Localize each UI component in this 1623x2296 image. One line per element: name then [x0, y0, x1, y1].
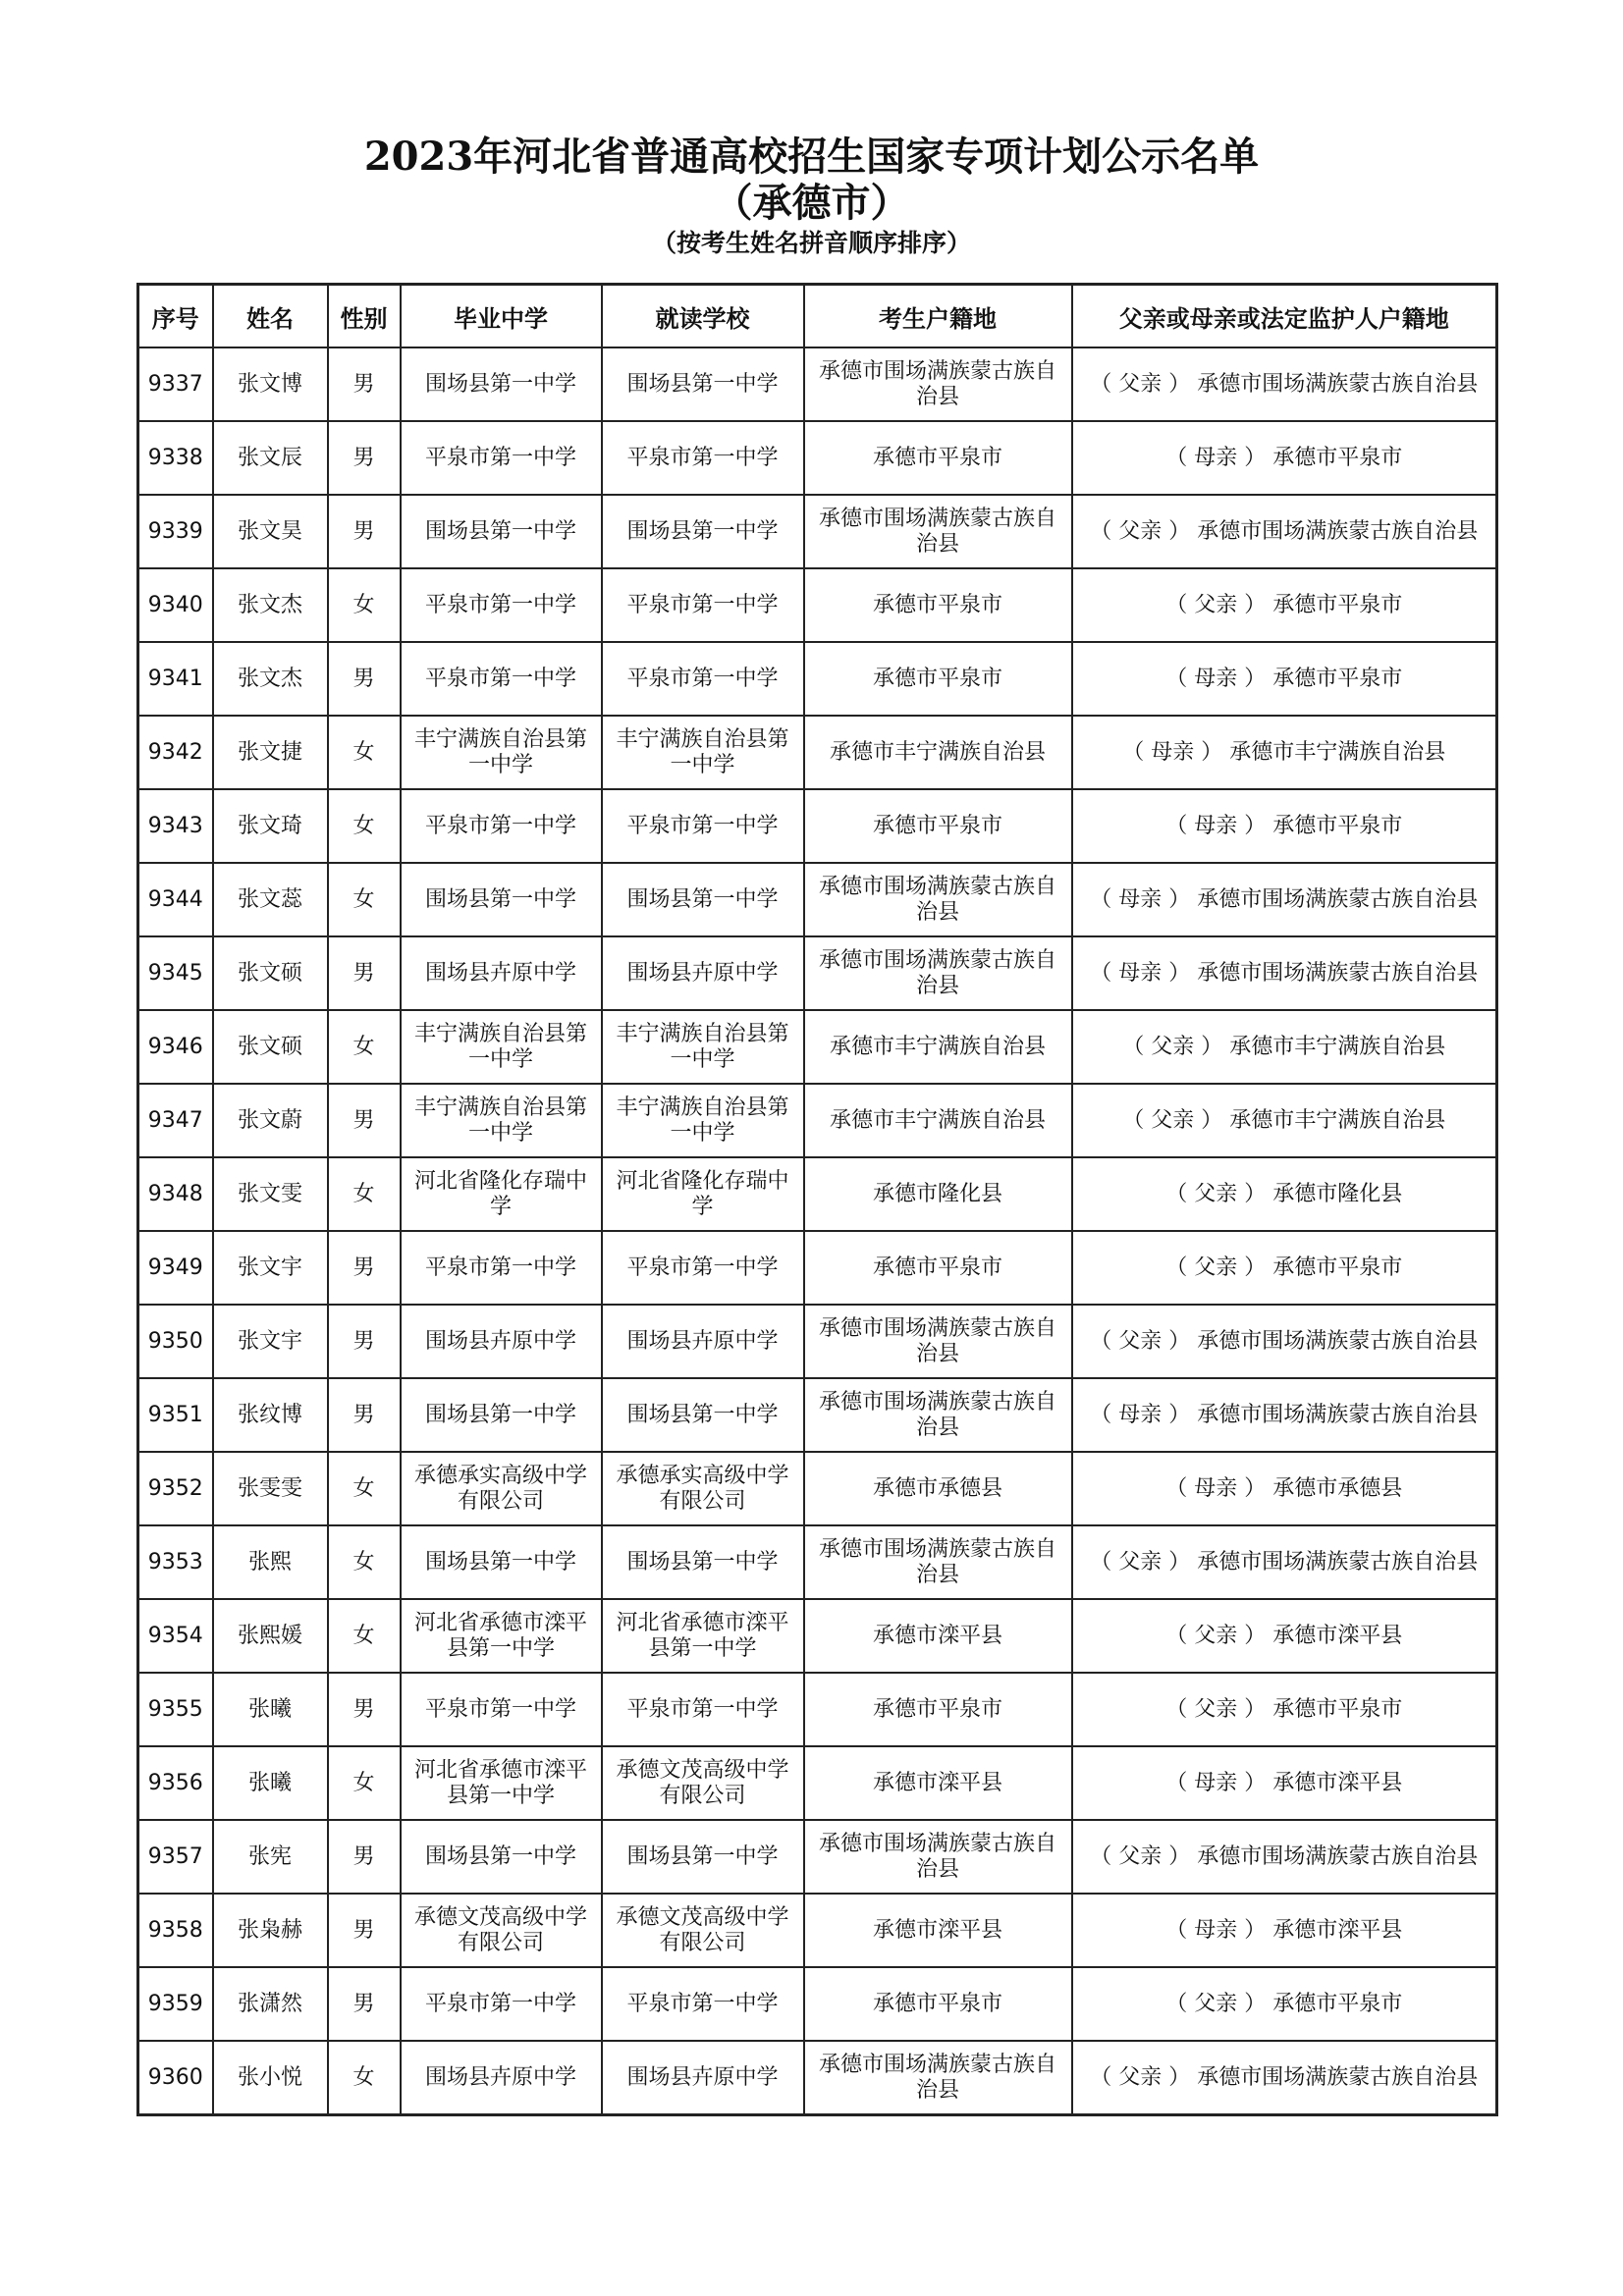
cell-current-school: 承德文茂高级中学有限公司: [602, 1894, 804, 1967]
table-row: [138, 495, 1497, 568]
cell-student-hukou: 承德市围场满族蒙古族自治县: [804, 495, 1072, 568]
cell-current-school: 围场县第一中学: [602, 1378, 804, 1452]
cell-name: 张宪: [213, 1820, 328, 1894]
cell-name: 张熙媛: [213, 1599, 328, 1673]
cell-student-hukou: 承德市平泉市: [804, 1231, 1072, 1305]
cell-current-school: 承德承实高级中学有限公司: [602, 1452, 804, 1525]
cell-serial-number: 9350: [138, 1305, 213, 1378]
cell-name: 张文琦: [213, 789, 328, 863]
cell-student-hukou: 承德市平泉市: [804, 1673, 1072, 1746]
table-row: [138, 1525, 1497, 1599]
cell-graduation-school: 平泉市第一中学: [401, 789, 602, 863]
cell-serial-number: 9353: [138, 1525, 213, 1599]
cell-graduation-school: 围场县第一中学: [401, 1525, 602, 1599]
table-row: [138, 1894, 1497, 1967]
cell-name: 张文杰: [213, 642, 328, 716]
cell-guardian-hukou: （ 母亲 ） 承德市滦平县: [1072, 1746, 1497, 1820]
cell-current-school: 河北省承德市滦平县第一中学: [602, 1599, 804, 1673]
cell-gender: 男: [328, 421, 401, 495]
table-row: [138, 936, 1497, 1010]
cell-guardian-hukou: （ 父亲 ） 承德市平泉市: [1072, 568, 1497, 642]
cell-gender: 女: [328, 716, 401, 789]
cell-gender: 男: [328, 1967, 401, 2041]
cell-graduation-school: 围场县第一中学: [401, 1820, 602, 1894]
cell-guardian-hukou: （ 母亲 ） 承德市平泉市: [1072, 642, 1497, 716]
table-row: [138, 1967, 1497, 2041]
cell-guardian-hukou: （ 父亲 ） 承德市围场满族蒙古族自治县: [1072, 347, 1497, 421]
cell-serial-number: 9345: [138, 936, 213, 1010]
cell-student-hukou: 承德市平泉市: [804, 568, 1072, 642]
cell-gender: 女: [328, 2041, 401, 2115]
cell-gender: 男: [328, 642, 401, 716]
cell-serial-number: 9351: [138, 1378, 213, 1452]
cell-student-hukou: 承德市围场满族蒙古族自治县: [804, 347, 1072, 421]
cell-current-school: 围场县卉原中学: [602, 936, 804, 1010]
table-header-row: [138, 285, 1497, 348]
table-row: [138, 716, 1497, 789]
cell-guardian-hukou: （ 母亲 ） 承德市丰宁满族自治县: [1072, 716, 1497, 789]
cell-guardian-hukou: （ 父亲 ） 承德市平泉市: [1072, 1967, 1497, 2041]
cell-gender: 女: [328, 1525, 401, 1599]
cell-serial-number: 9349: [138, 1231, 213, 1305]
table-row: [138, 642, 1497, 716]
cell-serial-number: 9342: [138, 716, 213, 789]
cell-guardian-hukou: （ 父亲 ） 承德市围场满族蒙古族自治县: [1072, 495, 1497, 568]
cell-current-school: 平泉市第一中学: [602, 421, 804, 495]
cell-student-hukou: 承德市围场满族蒙古族自治县: [804, 1378, 1072, 1452]
cell-current-school: 平泉市第一中学: [602, 1231, 804, 1305]
cell-graduation-school: 丰宁满族自治县第一中学: [401, 1010, 602, 1084]
cell-current-school: 围场县第一中学: [602, 1525, 804, 1599]
cell-graduation-school: 平泉市第一中学: [401, 1967, 602, 2041]
cell-graduation-school: 围场县第一中学: [401, 863, 602, 936]
cell-graduation-school: 平泉市第一中学: [401, 642, 602, 716]
cell-guardian-hukou: （ 母亲 ） 承德市围场满族蒙古族自治县: [1072, 1378, 1497, 1452]
cell-serial-number: 9354: [138, 1599, 213, 1673]
cell-guardian-hukou: （ 母亲 ） 承德市承德县: [1072, 1452, 1497, 1525]
cell-gender: 女: [328, 1157, 401, 1231]
cell-gender: 男: [328, 347, 401, 421]
cell-serial-number: 9358: [138, 1894, 213, 1967]
cell-graduation-school: 围场县卉原中学: [401, 936, 602, 1010]
cell-name: 张小悦: [213, 2041, 328, 2115]
cell-current-school: 河北省隆化存瑞中学: [602, 1157, 804, 1231]
cell-name: 张潇然: [213, 1967, 328, 2041]
cell-name: 张文博: [213, 347, 328, 421]
cell-serial-number: 9341: [138, 642, 213, 716]
table-row: [138, 1157, 1497, 1231]
cell-guardian-hukou: （ 母亲 ） 承德市围场满族蒙古族自治县: [1072, 863, 1497, 936]
cell-guardian-hukou: （ 父亲 ） 承德市围场满族蒙古族自治县: [1072, 2041, 1497, 2115]
cell-guardian-hukou: （ 父亲 ） 承德市围场满族蒙古族自治县: [1072, 1820, 1497, 1894]
cell-name: 张曦: [213, 1746, 328, 1820]
table-row: [138, 1010, 1497, 1084]
table-row: [138, 2041, 1497, 2115]
cell-student-hukou: 承德市滦平县: [804, 1746, 1072, 1820]
cell-graduation-school: 围场县第一中学: [401, 347, 602, 421]
cell-student-hukou: 承德市平泉市: [804, 642, 1072, 716]
cell-guardian-hukou: （ 母亲 ） 承德市滦平县: [1072, 1894, 1497, 1967]
cell-gender: 男: [328, 1231, 401, 1305]
cell-graduation-school: 平泉市第一中学: [401, 568, 602, 642]
cell-guardian-hukou: （ 父亲 ） 承德市丰宁满族自治县: [1072, 1010, 1497, 1084]
cell-guardian-hukou: （ 父亲 ） 承德市隆化县: [1072, 1157, 1497, 1231]
cell-graduation-school: 丰宁满族自治县第一中学: [401, 1084, 602, 1157]
cell-name: 张文宇: [213, 1231, 328, 1305]
table-row: [138, 1746, 1497, 1820]
cell-serial-number: 9338: [138, 421, 213, 495]
cell-serial-number: 9352: [138, 1452, 213, 1525]
cell-serial-number: 9343: [138, 789, 213, 863]
table-row: [138, 1452, 1497, 1525]
cell-name: 张文杰: [213, 568, 328, 642]
cell-gender: 男: [328, 1305, 401, 1378]
cell-student-hukou: 承德市丰宁满族自治县: [804, 1010, 1072, 1084]
cell-graduation-school: 平泉市第一中学: [401, 1673, 602, 1746]
cell-current-school: 丰宁满族自治县第一中学: [602, 716, 804, 789]
cell-current-school: 平泉市第一中学: [602, 642, 804, 716]
cell-student-hukou: 承德市围场满族蒙古族自治县: [804, 863, 1072, 936]
cell-guardian-hukou: （ 母亲 ） 承德市平泉市: [1072, 789, 1497, 863]
column-header-serial-number: 序号: [138, 285, 213, 348]
cell-current-school: 平泉市第一中学: [602, 1673, 804, 1746]
cell-serial-number: 9356: [138, 1746, 213, 1820]
cell-graduation-school: 河北省承德市滦平县第一中学: [401, 1599, 602, 1673]
cell-graduation-school: 河北省隆化存瑞中学: [401, 1157, 602, 1231]
cell-graduation-school: 围场县第一中学: [401, 495, 602, 568]
cell-student-hukou: 承德市承德县: [804, 1452, 1072, 1525]
cell-gender: 男: [328, 495, 401, 568]
sort-note: （按考生姓名拼音顺序排序）: [651, 229, 971, 257]
column-header-graduation-school: 毕业中学: [401, 285, 602, 348]
cell-graduation-school: 围场县第一中学: [401, 1378, 602, 1452]
table-row: [138, 863, 1497, 936]
cell-guardian-hukou: （ 母亲 ） 承德市围场满族蒙古族自治县: [1072, 936, 1497, 1010]
cell-current-school: 围场县第一中学: [602, 1820, 804, 1894]
cell-serial-number: 9339: [138, 495, 213, 568]
column-header-name: 姓名: [213, 285, 328, 348]
cell-name: 张文捷: [213, 716, 328, 789]
cell-current-school: 丰宁满族自治县第一中学: [602, 1010, 804, 1084]
cell-student-hukou: 承德市平泉市: [804, 1967, 1072, 2041]
column-header-guardian-hukou: 父亲或母亲或法定监护人户籍地: [1072, 285, 1497, 348]
document-subtitle: （承德市）: [713, 180, 910, 226]
cell-guardian-hukou: （ 父亲 ） 承德市围场满族蒙古族自治县: [1072, 1525, 1497, 1599]
table-row: [138, 1084, 1497, 1157]
cell-gender: 女: [328, 1452, 401, 1525]
cell-gender: 女: [328, 1010, 401, 1084]
cell-current-school: 围场县第一中学: [602, 495, 804, 568]
cell-name: 张枭赫: [213, 1894, 328, 1967]
cell-serial-number: 9355: [138, 1673, 213, 1746]
cell-gender: 女: [328, 863, 401, 936]
cell-current-school: 承德文茂高级中学有限公司: [602, 1746, 804, 1820]
cell-graduation-school: 围场县卉原中学: [401, 2041, 602, 2115]
cell-gender: 男: [328, 1820, 401, 1894]
cell-name: 张熙: [213, 1525, 328, 1599]
cell-current-school: 丰宁满族自治县第一中学: [602, 1084, 804, 1157]
cell-serial-number: 9359: [138, 1967, 213, 2041]
cell-guardian-hukou: （ 父亲 ） 承德市丰宁满族自治县: [1072, 1084, 1497, 1157]
cell-serial-number: 9348: [138, 1157, 213, 1231]
cell-current-school: 围场县卉原中学: [602, 2041, 804, 2115]
cell-student-hukou: 承德市围场满族蒙古族自治县: [804, 1820, 1072, 1894]
cell-serial-number: 9346: [138, 1010, 213, 1084]
cell-serial-number: 9360: [138, 2041, 213, 2115]
cell-guardian-hukou: （ 父亲 ） 承德市滦平县: [1072, 1599, 1497, 1673]
cell-student-hukou: 承德市围场满族蒙古族自治县: [804, 1525, 1072, 1599]
cell-student-hukou: 承德市平泉市: [804, 421, 1072, 495]
cell-serial-number: 9340: [138, 568, 213, 642]
cell-current-school: 围场县卉原中学: [602, 1305, 804, 1378]
cell-name: 张文蕊: [213, 863, 328, 936]
cell-name: 张曦: [213, 1673, 328, 1746]
table-row: [138, 1820, 1497, 1894]
column-header-student-hukou: 考生户籍地: [804, 285, 1072, 348]
cell-gender: 男: [328, 1378, 401, 1452]
cell-guardian-hukou: （ 父亲 ） 承德市围场满族蒙古族自治县: [1072, 1305, 1497, 1378]
cell-guardian-hukou: （ 父亲 ） 承德市平泉市: [1072, 1231, 1497, 1305]
table-row: [138, 1305, 1497, 1378]
cell-gender: 女: [328, 1599, 401, 1673]
cell-graduation-school: 河北省承德市滦平县第一中学: [401, 1746, 602, 1820]
cell-graduation-school: 平泉市第一中学: [401, 421, 602, 495]
cell-name: 张文宇: [213, 1305, 328, 1378]
cell-student-hukou: 承德市丰宁满族自治县: [804, 1084, 1072, 1157]
cell-name: 张文昊: [213, 495, 328, 568]
cell-name: 张文蔚: [213, 1084, 328, 1157]
cell-name: 张文硕: [213, 936, 328, 1010]
cell-gender: 女: [328, 568, 401, 642]
table-row: [138, 789, 1497, 863]
cell-name: 张文辰: [213, 421, 328, 495]
cell-current-school: 围场县第一中学: [602, 863, 804, 936]
table-row: [138, 1231, 1497, 1305]
cell-student-hukou: 承德市围场满族蒙古族自治县: [804, 1305, 1072, 1378]
cell-serial-number: 9337: [138, 347, 213, 421]
document-title: 2023年河北省普通高校招生国家专项计划公示名单: [363, 133, 1260, 180]
cell-graduation-school: 丰宁满族自治县第一中学: [401, 716, 602, 789]
cell-graduation-school: 承德文茂高级中学有限公司: [401, 1894, 602, 1967]
cell-gender: 男: [328, 1084, 401, 1157]
cell-gender: 男: [328, 936, 401, 1010]
cell-student-hukou: 承德市围场满族蒙古族自治县: [804, 936, 1072, 1010]
table-row: [138, 568, 1497, 642]
column-header-current-school: 就读学校: [602, 285, 804, 348]
cell-current-school: 平泉市第一中学: [602, 789, 804, 863]
cell-name: 张纹博: [213, 1378, 328, 1452]
cell-serial-number: 9347: [138, 1084, 213, 1157]
cell-current-school: 平泉市第一中学: [602, 568, 804, 642]
cell-current-school: 围场县第一中学: [602, 347, 804, 421]
cell-name: 张文硕: [213, 1010, 328, 1084]
cell-serial-number: 9357: [138, 1820, 213, 1894]
table-row: [138, 1673, 1497, 1746]
cell-student-hukou: 承德市平泉市: [804, 789, 1072, 863]
cell-student-hukou: 承德市丰宁满族自治县: [804, 716, 1072, 789]
cell-serial-number: 9344: [138, 863, 213, 936]
cell-gender: 女: [328, 789, 401, 863]
column-header-gender: 性别: [328, 285, 401, 348]
cell-name: 张雯雯: [213, 1452, 328, 1525]
table-row: [138, 1378, 1497, 1452]
table-row: [138, 347, 1497, 421]
table-row: [138, 1599, 1497, 1673]
cell-student-hukou: 承德市滦平县: [804, 1894, 1072, 1967]
cell-student-hukou: 承德市围场满族蒙古族自治县: [804, 2041, 1072, 2115]
cell-current-school: 平泉市第一中学: [602, 1967, 804, 2041]
cell-graduation-school: 平泉市第一中学: [401, 1231, 602, 1305]
cell-gender: 男: [328, 1673, 401, 1746]
cell-guardian-hukou: （ 父亲 ） 承德市平泉市: [1072, 1673, 1497, 1746]
table-row: [138, 421, 1497, 495]
cell-graduation-school: 承德承实高级中学有限公司: [401, 1452, 602, 1525]
cell-name: 张文雯: [213, 1157, 328, 1231]
cell-graduation-school: 围场县卉原中学: [401, 1305, 602, 1378]
student-list-table: [136, 283, 1498, 2116]
cell-gender: 男: [328, 1894, 401, 1967]
cell-gender: 女: [328, 1746, 401, 1820]
cell-student-hukou: 承德市隆化县: [804, 1157, 1072, 1231]
cell-guardian-hukou: （ 母亲 ） 承德市平泉市: [1072, 421, 1497, 495]
cell-student-hukou: 承德市滦平县: [804, 1599, 1072, 1673]
